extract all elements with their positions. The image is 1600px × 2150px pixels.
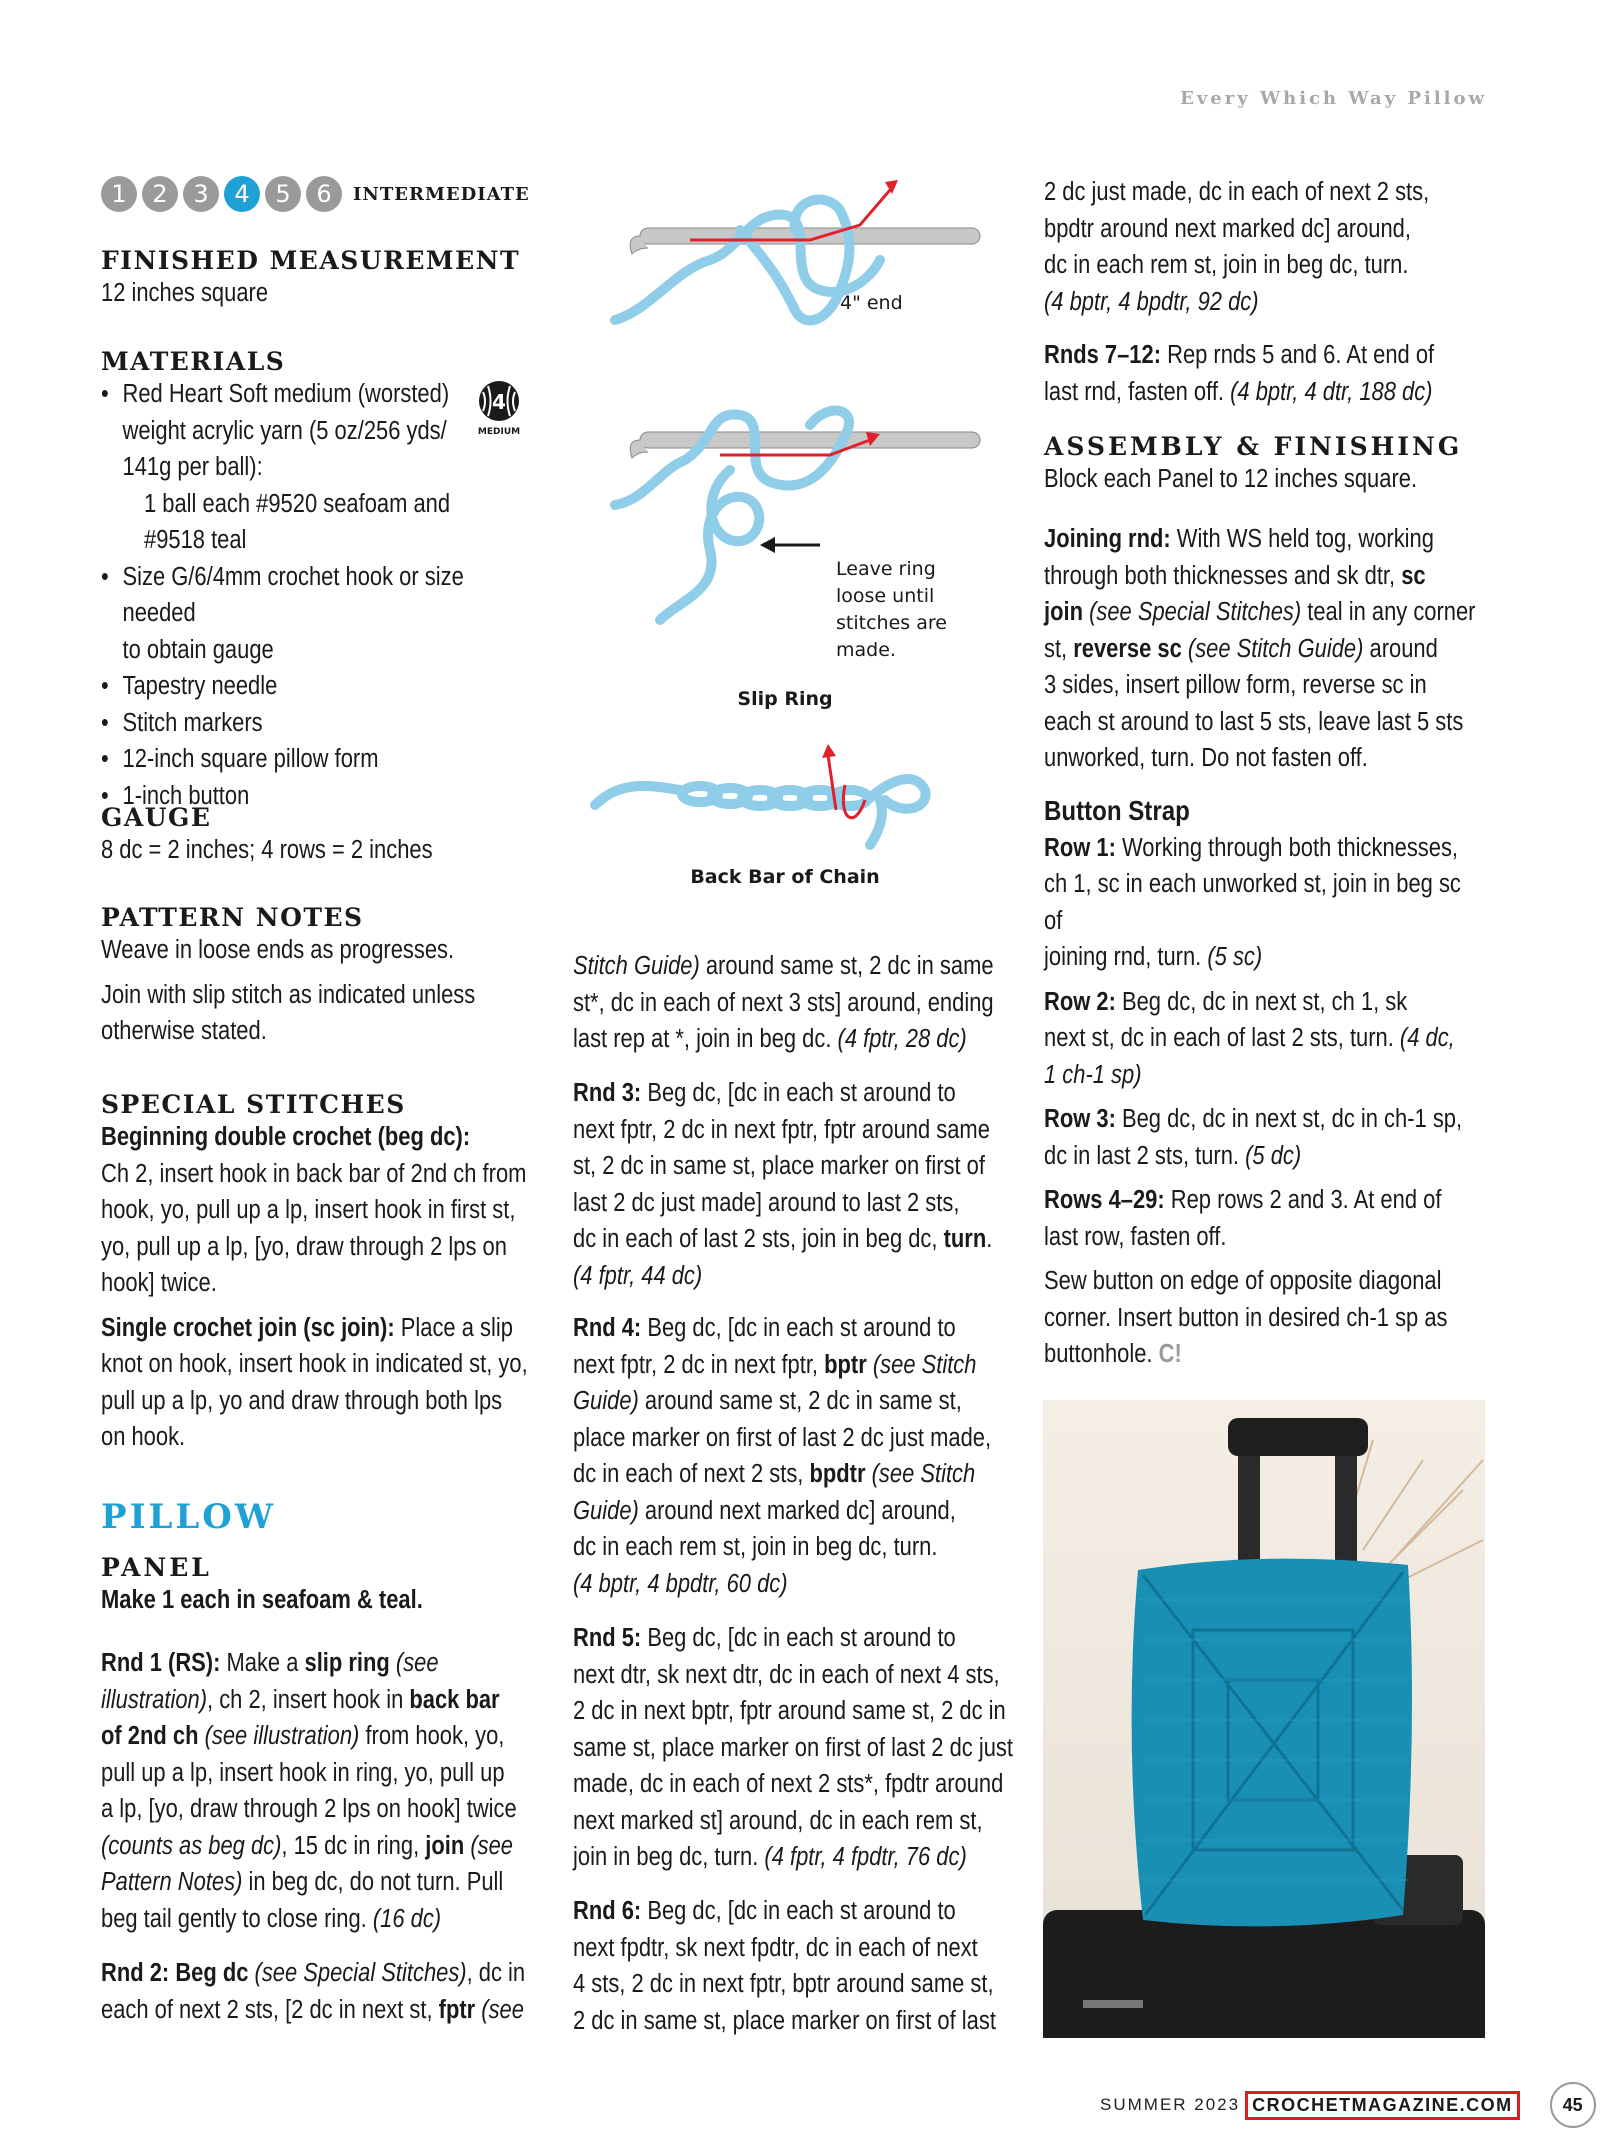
materials-item: • 12-inch square pillow form: [101, 741, 541, 778]
panel-section: [101, 1553, 613, 1619]
rnd4-label: Rnd 4:: [573, 1314, 642, 1342]
skill-label: INTERMEDIATE: [353, 183, 530, 205]
svg-text:stitches are: stitches are: [836, 612, 947, 634]
slip-ring-illustration: [580, 170, 1020, 910]
rnds7-12-label: Rnds 7–12:: [1044, 341, 1162, 369]
skill-level: [101, 176, 530, 212]
rnds7-12-section: Rnds 7–12: Rep rnds 5 and 6. At end of last rnd, fasten off. (4 bptr, 4 dtr, 188 dc): [1044, 341, 1435, 406]
svg-text:loose until: loose until: [836, 585, 935, 607]
pattern-notes-heading: PATTERN NOTES: [101, 903, 364, 932]
materials-yarn: • Red Heart Soft medium (worsted) weight acrylic yarn (5 oz/256 yds/ 141g per ball): 1 ball each #9520 seafoam and #9518 teal: [101, 376, 541, 559]
button-strap-section: Button Strap Row 1: Working through both thicknesses, ch 1, sc in each unworked st, join in beg sc of joining rnd, turn. (5 sc) Row 2: Beg dc, dc in next st, ch 1, sk next st, dc in each of last 2 sts, turn. (4 dc, 1 ch-1 sp) Row 3: Beg dc, dc in next st, dc in ch-1 sp, dc in last 2 sts, turn. (5 dc) Rows 4–29: Rep rows 2 and 3. At end of last row, fasten off. Sew button on edge of opposite diagonal corner. Insert button in desired ch-1 sp as buttonhole. C!: [1044, 793, 1556, 1373]
rows4-29-label: Rows 4–29:: [1044, 1186, 1165, 1214]
rnd3-section: Rnd 3: Beg dc, [dc in each st around to next fptr, 2 dc in next fptr, fptr around same st, 2 dc in same st, place marker on first of last 2 dc just made] around to last 2 sts, dc in each of last 2 sts, join in beg dc, turn. (4 fptr, 44 dc): [573, 1079, 993, 1290]
skill-level-3: 3: [183, 176, 219, 212]
beg-dc-title: Beginning double crochet (beg dc):: [101, 1123, 471, 1151]
special-stitches-heading: SPECIAL STITCHES: [101, 1090, 406, 1119]
yarn-weight-icon: [469, 378, 529, 438]
rnd1-section: Rnd 1 (RS): Make a slip ring (see illustration), ch 2, insert hook in back bar of 2nd ch (see illustration) from hook, yo, pull up a lp, insert hook in ring, yo, pull up a lp, [yo, draw through 2 lps on hook] twice (counts as beg dc), 15 dc in ring, join (see Pattern Notes) in beg dc, do not turn. Pull beg tail gently to close ring. (16 dc): [101, 1649, 517, 1933]
pillow-heading: PILLOW: [101, 1497, 277, 1537]
rnd5-section: Rnd 5: Beg dc, [dc in each st around to next dtr, sk next dtr, dc in each of next 4 sts, 2 dc in next bptr, fptr around same st, 2 dc in same st, place marker on first of last 2 dc just made, dc in each of next 2 sts*, fpdtr around next marked st] around, dc in each rem st, join in beg dc, turn. (4 fptr, 4 fpdtr, 76 dc): [573, 1624, 1013, 1871]
rnd1-label: Rnd 1 (RS):: [101, 1649, 221, 1677]
rnd6-section: Rnd 6: Beg dc, [dc in each st around to next fpdtr, sk next fpdtr, dc in each of next 4 sts, 2 dc in next fptr, bptr around same st, 2 dc in same st, place marker on first of last: [573, 1897, 996, 2035]
skill-level-6: 6: [306, 176, 342, 212]
page-footer: [1100, 2082, 1596, 2128]
finished-text: 12 inches square: [101, 279, 269, 307]
gauge-heading: GAUGE: [101, 803, 212, 832]
pattern-notes-section: PATTERN NOTES Weave in loose ends as progresses. Join with slip stitch as indicated unless otherwise stated.: [101, 903, 613, 1050]
joining-rnd-section: Joining rnd: With WS held tog, working through both thicknesses and sk dtr, sc join (see Special Stitches) teal in any corner st, reverse sc (see Stitch Guide) around 3 sides, insert pillow form, reverse sc in each st around to last 5 sts, leave last 5 sts unworked, turn. Do not fasten off.: [1044, 525, 1476, 772]
illustrations: [580, 170, 1020, 910]
running-head: Every Which Way Pillow: [1180, 88, 1487, 109]
joining-label: Joining rnd:: [1044, 525, 1171, 553]
end-label: 4" end: [840, 292, 903, 314]
rnd2-label: Rnd 2: Beg dc: [101, 1959, 249, 1987]
issue-label: SUMMER 2023: [1100, 2095, 1241, 2114]
end-mark: C!: [1158, 1340, 1182, 1368]
gauge-text: 8 dc = 2 inches; 4 rows = 2 inches: [101, 836, 433, 864]
materials-hook: • Size G/6/4mm crochet hook or size needed to obtain gauge: [101, 559, 541, 669]
rnd2-section: Rnd 2: Beg dc (see Special Stitches), dc in each of next 2 sts, [2 dc in next st, fptr (see: [101, 1959, 526, 2024]
rnd6-label: Rnd 6:: [573, 1897, 642, 1925]
row1-label: Row 1:: [1044, 833, 1116, 862]
button-strap-heading: Button Strap: [1044, 795, 1190, 826]
materials-item: • Stitch markers: [101, 705, 541, 742]
materials-item: • 1-inch button: [101, 778, 541, 815]
skill-level-1: 1: [101, 176, 137, 212]
site-link[interactable]: CROCHETMAGAZINE.COM: [1245, 2091, 1520, 2120]
finished-section: [101, 246, 613, 312]
rnd6-continued: 2 dc just made, dc in each of next 2 sts, bpdtr around next marked dc] around, dc in each rem st, join in beg dc, turn. (4 bptr, 4 bpdtr, 92 dc): [1044, 178, 1430, 316]
skill-level-5: 5: [265, 176, 301, 212]
panel-heading: PANEL: [101, 1553, 212, 1582]
rnd3-label: Rnd 3:: [573, 1079, 642, 1107]
svg-text:made.: made.: [836, 639, 896, 661]
back-bar-caption: Back Bar of Chain: [690, 866, 880, 888]
gauge-section: [101, 803, 613, 869]
skill-level-4-active: 4: [224, 176, 260, 212]
assembly-text: Block each Panel to 12 inches square.: [1044, 465, 1418, 493]
pattern-note: Weave in loose ends as progresses.: [101, 936, 455, 964]
rnd5-label: Rnd 5:: [573, 1624, 642, 1652]
finished-heading: FINISHED MEASUREMENT: [101, 246, 521, 275]
yarn-weight-number: 4: [492, 390, 506, 414]
rnd4-section: Rnd 4: Beg dc, [dc in each st around to next fptr, 2 dc in next fptr, bptr (see Stitch Guide) around same st, 2 dc in same st, place marker on first of last 2 dc just made, dc in each of next 2 sts, bpdtr (see Stitch Guide) around next marked dc] around, dc in each rem st, join in beg dc, turn. (4 bptr, 4 bpdtr, 60 dc): [573, 1314, 992, 1598]
rnd2-continued: Stitch Guide) around same st, 2 dc in same st*, dc in each of next 3 sts] around, ending last rep at *, join in beg dc. (4 fptr, 28 dc): [573, 952, 994, 1053]
yarn-weight-label: MEDIUM: [477, 427, 521, 437]
ring-note: Leave ring: [836, 558, 936, 580]
sc-join-title: Single crochet join (sc join):: [101, 1313, 395, 1342]
panel-subheading: Make 1 each in seafoam & teal.: [101, 1586, 423, 1614]
skill-level-2: 2: [142, 176, 178, 212]
materials-heading: MATERIALS: [101, 347, 286, 376]
assembly-section: [1044, 432, 1556, 498]
assembly-heading: ASSEMBLY & FINISHING: [1044, 432, 1463, 461]
row3-label: Row 3:: [1044, 1105, 1116, 1133]
chain-illustration: [595, 779, 926, 845]
row2-label: Row 2:: [1044, 987, 1116, 1016]
slip-ring-caption: Slip Ring: [737, 688, 833, 710]
materials-item: • Tapestry needle: [101, 668, 541, 705]
pillow-photo: [1043, 1400, 1485, 2038]
page-number: 45: [1550, 2082, 1596, 2128]
materials-section: [101, 347, 613, 814]
special-stitches-section: SPECIAL STITCHES Beginning double crochet (beg dc): Ch 2, insert hook in back bar of 2nd ch from hook, yo, pull up a lp, insert hook in first st, yo, pull up a lp, [yo, draw through 2 lps on hook] twice. Single crochet join (sc join): Place a slip knot on hook, insert hook in indicated st, yo, pull up a lp, yo and draw through both lps on hook.: [101, 1090, 613, 1456]
